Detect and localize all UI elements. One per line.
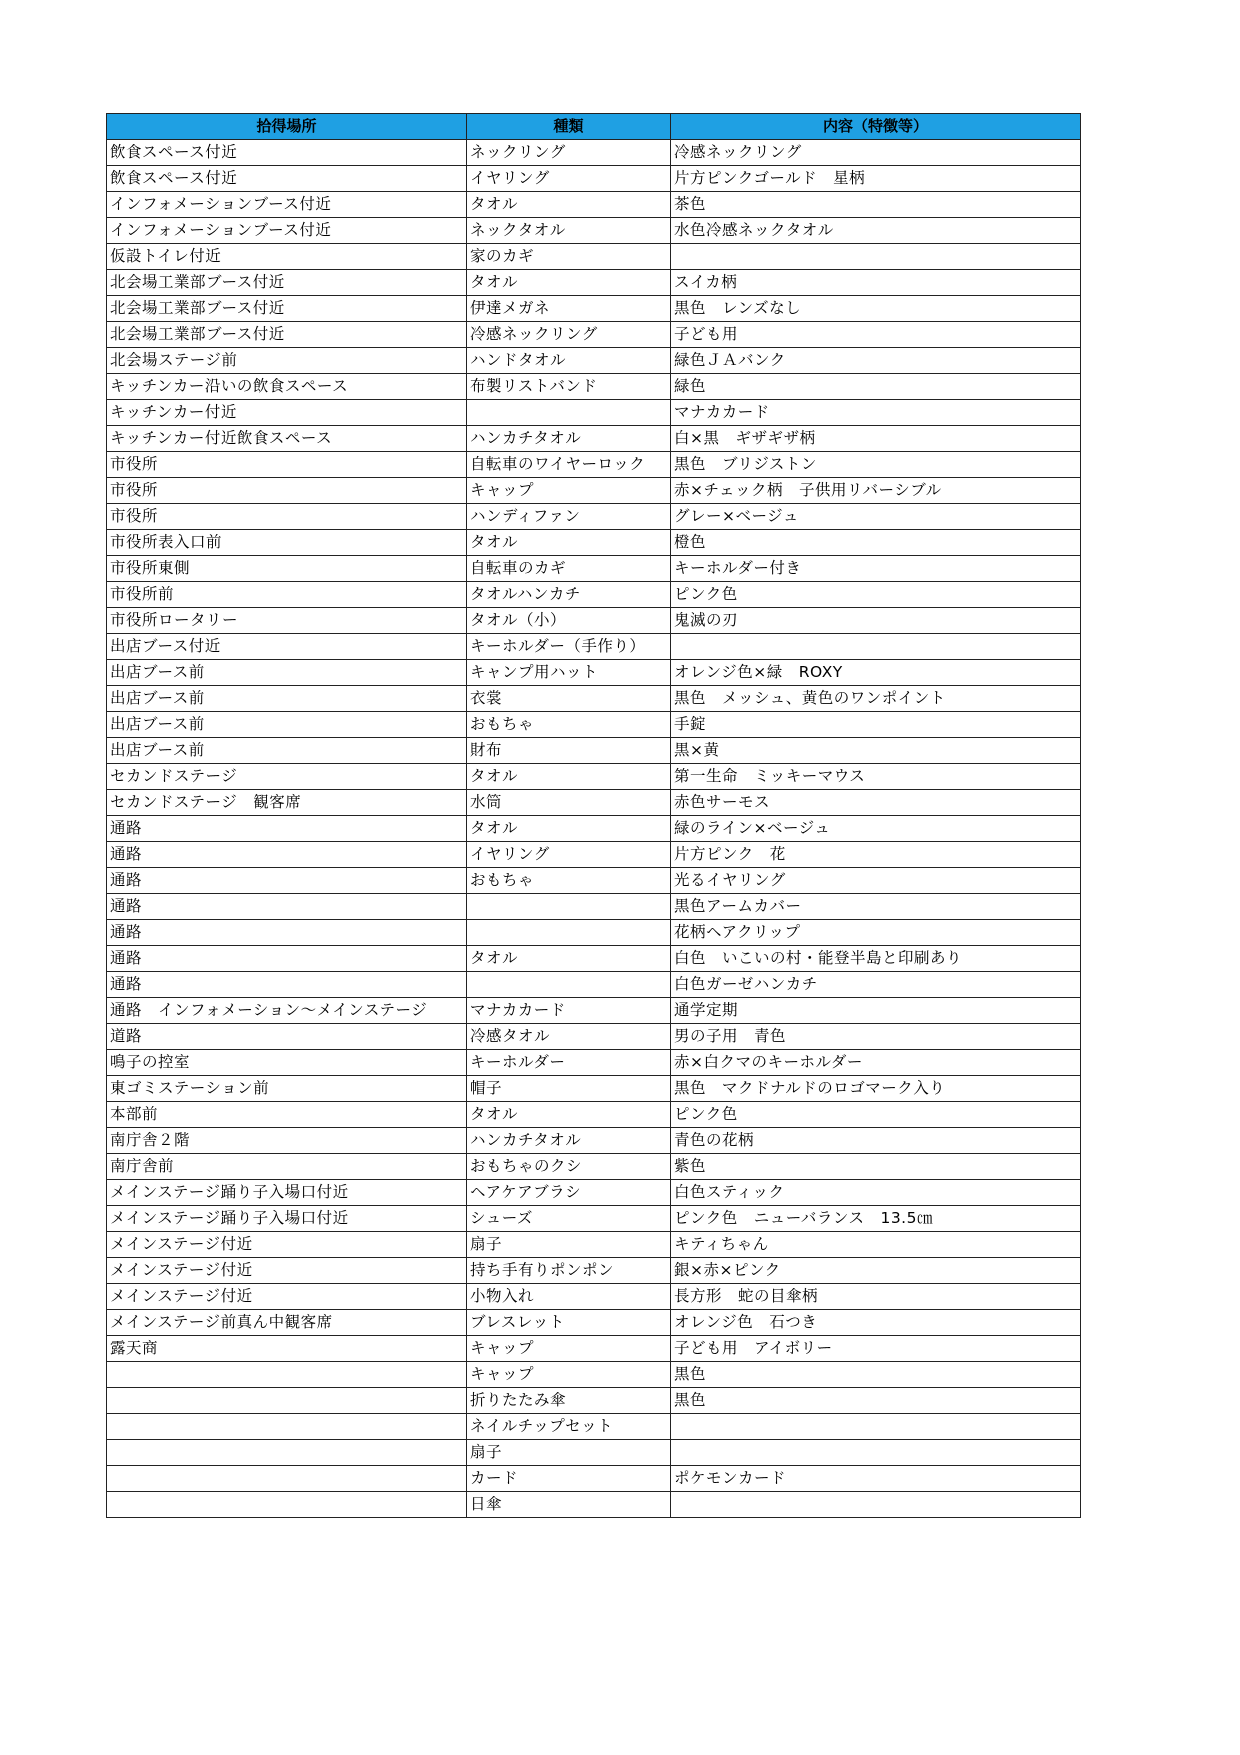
table-row: [107, 426, 1081, 452]
cell-item-type: ネックタオル: [467, 218, 671, 244]
table-row: [107, 946, 1081, 972]
cell-item-type: イヤリング: [467, 166, 671, 192]
cell-item-type: キャップ: [467, 1336, 671, 1362]
cell-item-type: 財布: [467, 738, 671, 764]
cell-item-type: キャップ: [467, 478, 671, 504]
cell-item-type: タオル: [467, 816, 671, 842]
cell-item-details: 片方ピンクゴールド 星柄: [671, 166, 1081, 192]
cell-item-details: 花柄ヘアクリップ: [671, 920, 1081, 946]
cell-item-details: 鬼滅の刃: [671, 608, 1081, 634]
table-row: [107, 244, 1081, 270]
cell-item-details: 長方形 蛇の目傘柄: [671, 1284, 1081, 1310]
cell-item-details: 冷感ネックリング: [671, 140, 1081, 166]
cell-found-location: [107, 1466, 467, 1492]
cell-item-type: 家のカギ: [467, 244, 671, 270]
cell-found-location: 通路: [107, 816, 467, 842]
table-row: [107, 1388, 1081, 1414]
table-row: [107, 816, 1081, 842]
cell-item-details: 紫色: [671, 1154, 1081, 1180]
table-row: [107, 1076, 1081, 1102]
cell-item-details: 黒×黄: [671, 738, 1081, 764]
cell-item-details: 黒色 メッシュ、黄色のワンポイント: [671, 686, 1081, 712]
cell-found-location: キッチンカー沿いの飲食スペース: [107, 374, 467, 400]
table-row: [107, 1102, 1081, 1128]
table-row: [107, 1310, 1081, 1336]
cell-found-location: メインステージ踊り子入場口付近: [107, 1180, 467, 1206]
cell-item-type: 冷感タオル: [467, 1024, 671, 1050]
cell-item-details: 黒色 レンズなし: [671, 296, 1081, 322]
cell-item-type: タオルハンカチ: [467, 582, 671, 608]
cell-found-location: 北会場工業部ブース付近: [107, 296, 467, 322]
cell-found-location: セカンドステージ: [107, 764, 467, 790]
table-row: [107, 1180, 1081, 1206]
cell-item-type: ハンカチタオル: [467, 1128, 671, 1154]
cell-item-details: オレンジ色×緑 ROXY: [671, 660, 1081, 686]
table-row: [107, 140, 1081, 166]
table-row: [107, 166, 1081, 192]
cell-item-details: ピンク色 ニューバランス 13.5㎝: [671, 1206, 1081, 1232]
cell-item-type: おもちゃ: [467, 868, 671, 894]
table-row: [107, 1206, 1081, 1232]
cell-found-location: 北会場工業部ブース付近: [107, 270, 467, 296]
cell-item-type: 水筒: [467, 790, 671, 816]
cell-found-location: 市役所前: [107, 582, 467, 608]
table-row: [107, 1024, 1081, 1050]
cell-found-location: キッチンカー付近: [107, 400, 467, 426]
table-row: [107, 998, 1081, 1024]
cell-item-type: 持ち手有りポンポン: [467, 1258, 671, 1284]
table-row: [107, 478, 1081, 504]
table-row: [107, 270, 1081, 296]
cell-item-details: 手錠: [671, 712, 1081, 738]
cell-item-details: 青色の花柄: [671, 1128, 1081, 1154]
table-row: [107, 218, 1081, 244]
cell-item-type: タオル: [467, 764, 671, 790]
cell-found-location: 通路: [107, 842, 467, 868]
header-item-details: 内容（特徴等）: [671, 114, 1081, 140]
cell-item-details: キーホルダー付き: [671, 556, 1081, 582]
cell-found-location: 東ゴミステーション前: [107, 1076, 467, 1102]
table-row: [107, 1128, 1081, 1154]
table-row: [107, 842, 1081, 868]
cell-item-details: 黒色: [671, 1388, 1081, 1414]
cell-item-type: ネックリング: [467, 140, 671, 166]
cell-found-location: [107, 1492, 467, 1518]
cell-item-type: ハンカチタオル: [467, 426, 671, 452]
cell-found-location: セカンドステージ 観客席: [107, 790, 467, 816]
table-row: [107, 1050, 1081, 1076]
cell-found-location: 飲食スペース付近: [107, 166, 467, 192]
cell-item-details: 緑色ＪＡバンク: [671, 348, 1081, 374]
cell-found-location: 市役所東側: [107, 556, 467, 582]
cell-found-location: メインステージ付近: [107, 1258, 467, 1284]
cell-found-location: キッチンカー付近飲食スペース: [107, 426, 467, 452]
cell-item-type: 折りたたみ傘: [467, 1388, 671, 1414]
cell-item-type: おもちゃ: [467, 712, 671, 738]
cell-item-type: おもちゃのクシ: [467, 1154, 671, 1180]
table-row: [107, 348, 1081, 374]
cell-found-location: 出店ブース前: [107, 738, 467, 764]
cell-item-type: キャンプ用ハット: [467, 660, 671, 686]
cell-found-location: 市役所表入口前: [107, 530, 467, 556]
cell-item-type: ネイルチップセット: [467, 1414, 671, 1440]
cell-found-location: 出店ブース前: [107, 686, 467, 712]
table-row: [107, 1414, 1081, 1440]
cell-item-details: スイカ柄: [671, 270, 1081, 296]
table-row: [107, 582, 1081, 608]
cell-found-location: [107, 1388, 467, 1414]
cell-found-location: メインステージ付近: [107, 1284, 467, 1310]
cell-item-details: 黒色 ブリジストン: [671, 452, 1081, 478]
cell-item-type: 冷感ネックリング: [467, 322, 671, 348]
cell-item-details: グレー×ベージュ: [671, 504, 1081, 530]
table-row: [107, 634, 1081, 660]
cell-item-details: 通学定期: [671, 998, 1081, 1024]
cell-found-location: 飲食スペース付近: [107, 140, 467, 166]
cell-found-location: 本部前: [107, 1102, 467, 1128]
table-row: [107, 738, 1081, 764]
cell-found-location: 通路: [107, 868, 467, 894]
cell-item-type: 小物入れ: [467, 1284, 671, 1310]
cell-item-type: シューズ: [467, 1206, 671, 1232]
cell-item-type: 自転車のワイヤーロック: [467, 452, 671, 478]
cell-item-details: 片方ピンク 花: [671, 842, 1081, 868]
cell-found-location: 道路: [107, 1024, 467, 1050]
cell-item-type: タオル: [467, 1102, 671, 1128]
table-row: [107, 1440, 1081, 1466]
cell-found-location: 北会場ステージ前: [107, 348, 467, 374]
table-row: [107, 1362, 1081, 1388]
cell-item-type: 衣裳: [467, 686, 671, 712]
cell-item-type: 帽子: [467, 1076, 671, 1102]
cell-found-location: 出店ブース付近: [107, 634, 467, 660]
cell-item-details: 白色ガーゼハンカチ: [671, 972, 1081, 998]
cell-item-details: [671, 1440, 1081, 1466]
cell-item-details: 赤色サーモス: [671, 790, 1081, 816]
table-row: [107, 868, 1081, 894]
cell-item-details: 水色冷感ネックタオル: [671, 218, 1081, 244]
cell-item-details: 赤×白クマのキーホルダー: [671, 1050, 1081, 1076]
cell-item-details: 子ども用 アイボリー: [671, 1336, 1081, 1362]
cell-item-type: キャップ: [467, 1362, 671, 1388]
cell-item-details: 第一生命 ミッキーマウス: [671, 764, 1081, 790]
cell-found-location: 通路: [107, 920, 467, 946]
table-row: [107, 556, 1081, 582]
cell-item-details: 光るイヤリング: [671, 868, 1081, 894]
cell-item-details: [671, 1414, 1081, 1440]
cell-found-location: 露天商: [107, 1336, 467, 1362]
cell-item-type: 扇子: [467, 1440, 671, 1466]
cell-item-details: 茶色: [671, 192, 1081, 218]
header-row: [107, 114, 1081, 140]
cell-item-details: マナカカード: [671, 400, 1081, 426]
table-row: [107, 1284, 1081, 1310]
cell-item-details: [671, 244, 1081, 270]
cell-found-location: 市役所: [107, 478, 467, 504]
cell-found-location: 仮設トイレ付近: [107, 244, 467, 270]
cell-item-type: [467, 400, 671, 426]
table-row: [107, 400, 1081, 426]
cell-item-type: タオル: [467, 530, 671, 556]
cell-item-details: キティちゃん: [671, 1232, 1081, 1258]
cell-found-location: 通路: [107, 894, 467, 920]
table-header: [107, 114, 1081, 140]
table-row: [107, 322, 1081, 348]
cell-item-type: 伊達メガネ: [467, 296, 671, 322]
cell-item-details: 黒色アームカバー: [671, 894, 1081, 920]
cell-found-location: メインステージ付近: [107, 1232, 467, 1258]
cell-item-details: 白×黒 ギザギザ柄: [671, 426, 1081, 452]
cell-item-type: ハンディファン: [467, 504, 671, 530]
cell-found-location: 南庁舎前: [107, 1154, 467, 1180]
table-row: [107, 1232, 1081, 1258]
cell-item-type: 布製リストバンド: [467, 374, 671, 400]
cell-found-location: [107, 1440, 467, 1466]
table-row: [107, 1466, 1081, 1492]
table-body: [107, 140, 1081, 1518]
cell-item-type: 日傘: [467, 1492, 671, 1518]
table-row: [107, 192, 1081, 218]
cell-item-type: [467, 972, 671, 998]
cell-item-type: キーホルダー（手作り）: [467, 634, 671, 660]
table-row: [107, 1154, 1081, 1180]
cell-item-details: 白色 いこいの村・能登半島と印刷あり: [671, 946, 1081, 972]
cell-item-type: ブレスレット: [467, 1310, 671, 1336]
table-row: [107, 712, 1081, 738]
cell-found-location: 通路: [107, 946, 467, 972]
table-row: [107, 660, 1081, 686]
cell-item-details: 黒色 マクドナルドのロゴマーク入り: [671, 1076, 1081, 1102]
table-row: [107, 1336, 1081, 1362]
table-row: [107, 504, 1081, 530]
cell-item-details: [671, 634, 1081, 660]
cell-found-location: メインステージ前真ん中観客席: [107, 1310, 467, 1336]
cell-found-location: 出店ブース前: [107, 712, 467, 738]
cell-found-location: 市役所: [107, 504, 467, 530]
header-item-type: 種類: [467, 114, 671, 140]
cell-found-location: 南庁舎２階: [107, 1128, 467, 1154]
cell-item-type: タオル（小）: [467, 608, 671, 634]
cell-item-type: カード: [467, 1466, 671, 1492]
table-row: [107, 530, 1081, 556]
cell-item-details: 銀×赤×ピンク: [671, 1258, 1081, 1284]
cell-found-location: メインステージ踊り子入場口付近: [107, 1206, 467, 1232]
table-row: [107, 1492, 1081, 1518]
cell-item-details: 白色スティック: [671, 1180, 1081, 1206]
cell-item-details: 男の子用 青色: [671, 1024, 1081, 1050]
table-row: [107, 608, 1081, 634]
cell-item-type: タオル: [467, 192, 671, 218]
cell-item-type: タオル: [467, 946, 671, 972]
cell-item-type: ハンドタオル: [467, 348, 671, 374]
cell-found-location: 鳴子の控室: [107, 1050, 467, 1076]
cell-item-type: 自転車のカギ: [467, 556, 671, 582]
lost-items-table: [106, 113, 1081, 1518]
cell-found-location: 北会場工業部ブース付近: [107, 322, 467, 348]
table-row: [107, 790, 1081, 816]
cell-found-location: インフォメーションブース付近: [107, 192, 467, 218]
cell-item-details: ポケモンカード: [671, 1466, 1081, 1492]
table-row: [107, 374, 1081, 400]
cell-item-details: ピンク色: [671, 1102, 1081, 1128]
cell-item-details: 橙色: [671, 530, 1081, 556]
cell-found-location: インフォメーションブース付近: [107, 218, 467, 244]
cell-item-details: 赤×チェック柄 子供用リバーシブル: [671, 478, 1081, 504]
table-row: [107, 920, 1081, 946]
cell-item-type: ヘアケアブラシ: [467, 1180, 671, 1206]
cell-found-location: 通路 インフォメーション～メインステージ: [107, 998, 467, 1024]
cell-item-details: オレンジ色 石つき: [671, 1310, 1081, 1336]
cell-item-type: イヤリング: [467, 842, 671, 868]
table-row: [107, 1258, 1081, 1284]
cell-found-location: [107, 1362, 467, 1388]
cell-item-type: キーホルダー: [467, 1050, 671, 1076]
header-found-location: 拾得場所: [107, 114, 467, 140]
cell-found-location: 市役所: [107, 452, 467, 478]
cell-found-location: 通路: [107, 972, 467, 998]
lost-items-sheet: [106, 113, 1080, 1518]
table-row: [107, 764, 1081, 790]
cell-found-location: 市役所ロータリー: [107, 608, 467, 634]
cell-found-location: 出店ブース前: [107, 660, 467, 686]
table-row: [107, 452, 1081, 478]
cell-found-location: [107, 1414, 467, 1440]
cell-item-details: 緑色: [671, 374, 1081, 400]
cell-item-details: 黒色: [671, 1362, 1081, 1388]
table-row: [107, 296, 1081, 322]
cell-item-type: [467, 894, 671, 920]
cell-item-type: マナカカード: [467, 998, 671, 1024]
cell-item-type: タオル: [467, 270, 671, 296]
cell-item-type: 扇子: [467, 1232, 671, 1258]
cell-item-details: [671, 1492, 1081, 1518]
table-row: [107, 894, 1081, 920]
cell-item-details: 子ども用: [671, 322, 1081, 348]
table-row: [107, 972, 1081, 998]
table-row: [107, 686, 1081, 712]
cell-item-details: 緑のライン×ベージュ: [671, 816, 1081, 842]
cell-item-details: ピンク色: [671, 582, 1081, 608]
cell-item-type: [467, 920, 671, 946]
